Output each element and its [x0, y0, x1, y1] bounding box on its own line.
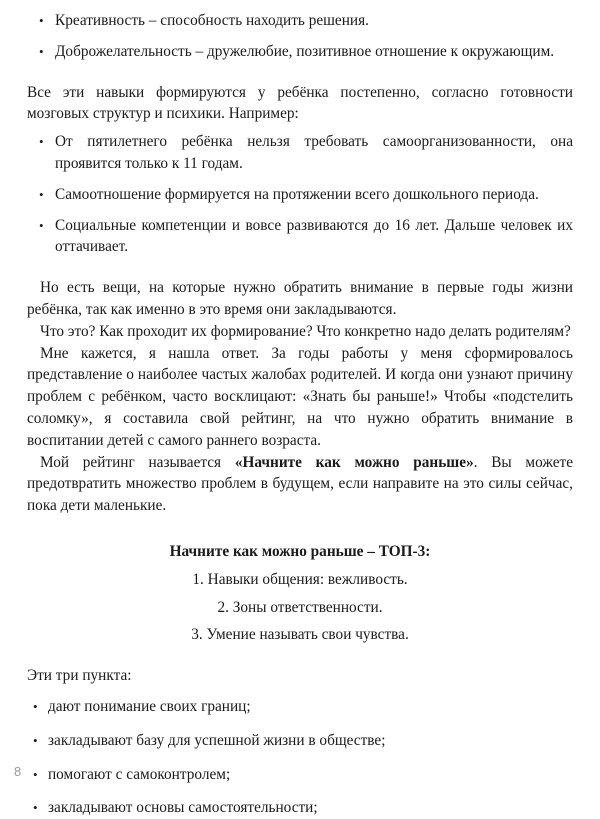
list-item — [30, 730, 573, 752]
top3-item: 1. Навыки общения: вежливость. — [192, 570, 408, 588]
list-item — [30, 696, 573, 718]
closing-lead: Эти три пункта: — [27, 667, 132, 685]
top3-heading: Начните как можно раньше – ТОП-3: — [169, 542, 431, 560]
body-paragraph-3: Мне кажется, я нашла ответ. За годы работы у меня сформировалось представление о наиболее частых жалобах родителей. И когда они узнают причину проблем с ребёнком, часто восклицают: «Знать бы раньше!» Чтобы «подстелить соломку», я составила свой рейтинг, на что нужно обратить внимание в воспитании детей с самого раннего возраста. — [27, 344, 573, 449]
list-item — [36, 184, 573, 206]
bullet-icon: • — [39, 217, 44, 233]
list-item — [30, 764, 573, 786]
page-number: 8 — [14, 764, 22, 779]
intro-paragraph: Все эти навыки формируются у ребёнка постепенно, согласно готовности мозговых структур и психики. Например: — [27, 83, 573, 123]
list-item-text: Доброжелательность – дружелюбие, позитивное отношение к окружающим. — [55, 42, 555, 60]
list-item-text: закладывают базу для успешной жизни в обществе; — [48, 731, 386, 749]
list-item-text: Креативность – способность находить решения. — [55, 12, 369, 29]
bullet-icon: • — [39, 13, 44, 28]
body-paragraph-1: Но есть вещи, на которые нужно обратить внимание в первые годы жизни ребёнка, так как именно в это время они закладываются. — [27, 279, 573, 318]
top-bullet-list — [27, 10, 573, 63]
closing-bullet-list — [27, 696, 573, 819]
spacer — [27, 687, 573, 696]
list-item-text: дают понимание своих границ; — [48, 697, 251, 715]
list-item-text: закладывают основы самостоятельности; — [48, 799, 318, 817]
spacer — [27, 258, 573, 277]
bullet-icon: • — [33, 732, 38, 748]
list-item — [36, 41, 573, 63]
spacer — [27, 517, 573, 541]
bullet-icon: • — [33, 766, 38, 782]
bullet-icon: • — [33, 800, 38, 816]
list-item — [36, 131, 573, 175]
rating-paragraph — [27, 452, 573, 517]
list-item-text: помогают с самоконтролем; — [48, 765, 231, 783]
top3-item: 3. Умение называть свои чувства. — [191, 626, 409, 644]
rating-text-before: Мой рейтинг называется — [40, 453, 235, 471]
list-item-text: Самоотношение формируется на протяжении всего дошкольного периода. — [55, 185, 539, 203]
page-content — [27, 10, 573, 819]
body-paragraph-2: Что это? Как проходит их формирование? Что конкретно надо делать родителям? — [40, 322, 571, 340]
list-item — [36, 215, 573, 259]
list-item — [36, 10, 573, 32]
list-item — [30, 797, 573, 819]
bullet-icon: • — [33, 698, 38, 714]
top3-item: 2. Зоны ответственности. — [217, 598, 383, 616]
rating-title-bold: «Начните как можно раньше» — [234, 453, 474, 471]
rating-text-after: . Вы можете предотвратить множество проблем в будущем, если направите на это силы сейчас, пока дети маленькие. — [27, 453, 574, 515]
spacer — [27, 63, 573, 82]
spacer — [27, 646, 573, 665]
bullet-icon: • — [39, 186, 44, 202]
bullet-icon: • — [39, 43, 44, 59]
list-item-text: От пятилетнего ребёнка нельзя требовать самоорганизованности, она проявится только к 11 годам. — [55, 133, 573, 172]
bullet-icon: • — [39, 134, 44, 150]
top3-block — [27, 541, 573, 646]
list-item-text: Социальные компетенции и вовсе развиваются до 16 лет. Дальше человек их оттачивает. — [55, 216, 573, 256]
example-bullet-list — [27, 131, 573, 258]
